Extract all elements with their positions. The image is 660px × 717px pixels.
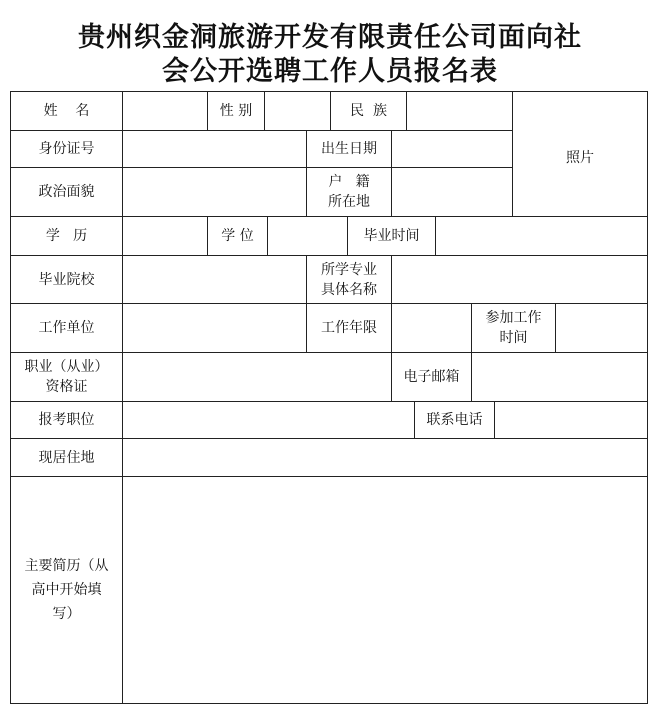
- resume-label: [11, 477, 122, 703]
- ethnicity-label: 民 族: [350, 103, 387, 119]
- gender-label: 性 别: [219, 103, 253, 119]
- qualification-label-line-1: 职业（从业）: [24, 359, 109, 375]
- id-number-label: 身份证号: [38, 141, 95, 157]
- work-unit-field[interactable]: [123, 304, 306, 352]
- form-title-line-2: 会公开选聘工作人员报名表: [162, 56, 498, 87]
- graduation-school-label: 毕业院校: [38, 271, 95, 288]
- graduation-time-field[interactable]: [436, 217, 647, 255]
- work-years-label: 工作年限: [321, 320, 377, 336]
- graduation-school-field[interactable]: [123, 256, 306, 303]
- table-border-right: [647, 91, 648, 704]
- residence-field[interactable]: [123, 439, 647, 476]
- work-start-label: [472, 304, 555, 352]
- email-field[interactable]: [472, 353, 647, 401]
- position-applied-label: 报考职位: [38, 412, 95, 428]
- hukou-field[interactable]: [392, 168, 512, 216]
- birth-date-label: 出生日期: [321, 141, 377, 157]
- major-field[interactable]: [392, 256, 647, 303]
- id-number-field[interactable]: [123, 131, 306, 167]
- hukou-label-line-1: 户 籍: [328, 174, 370, 190]
- major-label-line-1: 所学专业: [321, 261, 377, 278]
- hukou-label-line-2: 所在地: [328, 194, 370, 210]
- work-start-label-line-2: 时间: [499, 330, 528, 346]
- photo-label: 照片: [566, 150, 594, 166]
- resume-label-line-1: 主要简历（从: [24, 558, 109, 574]
- birth-date-field[interactable]: [392, 131, 512, 167]
- position-applied-field[interactable]: [123, 402, 414, 438]
- phone-field[interactable]: [495, 402, 647, 438]
- education-label: 学 历: [45, 228, 88, 244]
- work-unit-label: 工作单位: [38, 320, 95, 336]
- political-status-field[interactable]: [123, 168, 306, 216]
- phone-label: 联系电话: [426, 412, 483, 428]
- work-start-label-line-1: 参加工作: [485, 310, 542, 326]
- name-field[interactable]: [123, 92, 207, 130]
- qualification-field[interactable]: [123, 353, 391, 401]
- photo-box[interactable]: [513, 92, 647, 216]
- email-label: 电子邮箱: [403, 369, 460, 385]
- resume-label-line-2: 高中开始填: [31, 582, 102, 598]
- work-start-field[interactable]: [556, 304, 647, 352]
- political-status-label: 政治面貌: [38, 184, 95, 200]
- gender-field[interactable]: [265, 92, 330, 130]
- major-label-line-2: 具体名称: [321, 281, 377, 298]
- degree-label: 学 位: [221, 228, 254, 244]
- education-field[interactable]: [123, 217, 207, 255]
- table-border-bottom: [10, 703, 648, 704]
- form-title-line-1: 贵州织金洞旅游开发有限责任公司面向社: [78, 22, 582, 53]
- work-years-field[interactable]: [392, 304, 471, 352]
- hukou-label: [307, 168, 391, 216]
- major-label: [307, 256, 391, 303]
- qualification-label-line-2: 资格证: [45, 379, 88, 395]
- name-label: 姓 名: [43, 103, 90, 119]
- degree-field[interactable]: [268, 217, 347, 255]
- qualification-label: [11, 353, 122, 401]
- resume-field[interactable]: [123, 477, 647, 703]
- ethnicity-field[interactable]: [407, 92, 512, 130]
- graduation-time-label: 毕业时间: [363, 228, 420, 244]
- residence-label: 现居住地: [38, 449, 95, 466]
- resume-label-line-3: 写）: [52, 606, 81, 622]
